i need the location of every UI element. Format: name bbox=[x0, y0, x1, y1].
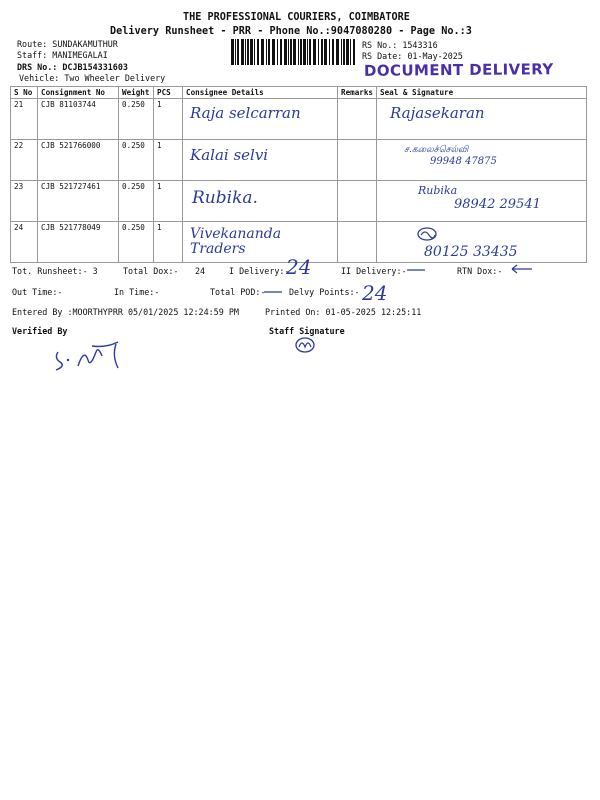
col-seal: Seal & Signature bbox=[377, 87, 587, 99]
arrow-icon bbox=[510, 264, 534, 274]
row-consignee bbox=[183, 99, 338, 140]
col-sno: S No bbox=[11, 87, 38, 99]
arrow-icon bbox=[263, 288, 283, 296]
barcode-bar bbox=[250, 39, 253, 65]
barcode-bar bbox=[298, 39, 299, 65]
row-sno: 24 bbox=[11, 222, 38, 263]
barcode-bar bbox=[288, 39, 289, 65]
barcode-bar bbox=[341, 39, 342, 65]
barcode-bar bbox=[303, 39, 306, 65]
i-delivery-label: I Delivery:- bbox=[229, 266, 290, 276]
row-pcs: 1 bbox=[154, 222, 183, 263]
col-weight: Weight bbox=[119, 87, 154, 99]
row-sno: 22 bbox=[11, 140, 38, 181]
table-header-row bbox=[11, 87, 587, 99]
row-weight: 0.250 bbox=[119, 222, 154, 263]
i-delivery-handwritten: 24 bbox=[286, 255, 312, 279]
barcode-bar bbox=[268, 39, 270, 65]
barcode-bar bbox=[247, 39, 249, 65]
delvy-points-handwritten: 24 bbox=[362, 281, 388, 305]
barcode-bar bbox=[254, 39, 255, 65]
verified-by-label: Verified By bbox=[12, 326, 68, 336]
barcode-bar bbox=[284, 39, 287, 65]
rtn-dox-label: RTN Dox:- bbox=[457, 266, 503, 276]
row-weight: 0.250 bbox=[119, 140, 154, 181]
seal-phone: 99948 47875 bbox=[430, 156, 497, 167]
barcode-bar bbox=[346, 39, 349, 65]
barcode-bar bbox=[237, 39, 239, 65]
consignee-handwriting: Rubika. bbox=[192, 188, 258, 208]
row-consignment: CJB 521778049 bbox=[38, 222, 119, 263]
total-pod-label: Total POD:- bbox=[210, 287, 266, 297]
barcode-bar bbox=[231, 39, 234, 65]
verified-signature bbox=[48, 338, 143, 373]
barcode-bar bbox=[277, 39, 278, 65]
runsheet-table bbox=[10, 86, 587, 263]
barcode-bar bbox=[261, 39, 264, 65]
out-time-label: Out Time:- bbox=[12, 287, 63, 297]
barcode-bar bbox=[353, 39, 355, 65]
row-seal bbox=[377, 140, 587, 181]
seal-phone: 98942 29541 bbox=[454, 197, 541, 212]
consignee-handwriting: Vivekananda Traders bbox=[190, 226, 282, 257]
row-pcs: 1 bbox=[154, 181, 183, 222]
barcode-bar bbox=[266, 39, 267, 65]
row-sno: 21 bbox=[11, 99, 38, 140]
barcode-bar bbox=[245, 39, 246, 65]
barcode-bar bbox=[257, 39, 259, 65]
barcode-bar bbox=[329, 39, 330, 65]
barcode-image bbox=[231, 39, 356, 65]
barcode-bar bbox=[241, 39, 244, 65]
row-consignee bbox=[183, 140, 338, 181]
total-dox-label: Total Dox:- bbox=[123, 266, 179, 276]
drs-label: DRS No.: DCJB154331603 bbox=[17, 62, 128, 72]
row-sno: 23 bbox=[11, 181, 38, 222]
consignee-handwriting: Kalai selvi bbox=[190, 146, 269, 164]
seal-handwriting: Rubika bbox=[418, 184, 458, 197]
row-consignee bbox=[183, 222, 338, 263]
col-pcs: PCS bbox=[154, 87, 183, 99]
rs-number: RS No.: 1543316 bbox=[362, 40, 438, 50]
table-row bbox=[11, 99, 587, 140]
col-consignee: Consignee Details bbox=[183, 87, 338, 99]
seal-phone: 80125 33435 bbox=[424, 244, 518, 260]
delvy-points-label: Delvy Points:- bbox=[289, 287, 360, 297]
barcode-bar bbox=[313, 39, 316, 65]
row-consignment: CJB 81103744 bbox=[38, 99, 119, 140]
vehicle-label: Vehicle: Two Wheeler Delivery bbox=[19, 73, 166, 83]
barcode-bar bbox=[300, 39, 302, 65]
row-remarks bbox=[338, 181, 377, 222]
row-weight: 0.250 bbox=[119, 99, 154, 140]
table-row bbox=[11, 181, 587, 222]
barcode-bar bbox=[318, 39, 319, 65]
seal-handwriting: ச.கலைச்செல்வி bbox=[404, 145, 469, 155]
row-weight: 0.250 bbox=[119, 181, 154, 222]
barcode-bar bbox=[293, 39, 296, 65]
barcode-bar bbox=[280, 39, 282, 65]
row-consignment: CJB 521766000 bbox=[38, 140, 119, 181]
barcode-bar bbox=[332, 39, 334, 65]
row-remarks bbox=[338, 222, 377, 263]
barcode-bar bbox=[235, 39, 236, 65]
printed-on: Printed On: 01-05-2025 12:25:11 bbox=[265, 307, 422, 317]
ii-delivery-label: II Delivery:- bbox=[341, 266, 407, 276]
row-pcs: 1 bbox=[154, 140, 183, 181]
arrow-icon bbox=[406, 266, 426, 274]
row-pcs: 1 bbox=[154, 99, 183, 140]
row-remarks bbox=[338, 140, 377, 181]
col-consignment: Consignment No bbox=[38, 87, 119, 99]
total-dox-value: 24 bbox=[195, 266, 206, 276]
staff-label: Staff: MANIMEGALAI bbox=[17, 50, 108, 60]
row-consignment: CJB 521727461 bbox=[38, 181, 119, 222]
in-time-label: In Time:- bbox=[114, 287, 160, 297]
consignee-handwriting: Raja selcarran bbox=[190, 104, 301, 122]
route-label: Route: SUNDAKAMUTHUR bbox=[17, 39, 118, 49]
staff-signature bbox=[294, 336, 316, 354]
barcode-bar bbox=[336, 39, 339, 65]
barcode-bar bbox=[321, 39, 323, 65]
barcode-bar bbox=[343, 39, 345, 65]
row-seal bbox=[377, 222, 587, 263]
rs-date: RS Date: 01-May-2025 bbox=[362, 51, 463, 61]
barcode-bar bbox=[307, 39, 308, 65]
runsheet-subtitle: Delivery Runsheet - PRR - Phone No.:9047080280 - Page No.:3 bbox=[110, 26, 472, 37]
row-seal bbox=[377, 99, 587, 140]
entered-by: Entered By :MOORTHYPRR 05/01/2025 12:24:59 PM bbox=[12, 307, 239, 317]
table-row bbox=[11, 140, 587, 181]
barcode-bar bbox=[290, 39, 292, 65]
row-consignee bbox=[183, 181, 338, 222]
barcode-bar bbox=[350, 39, 351, 65]
col-remarks: Remarks bbox=[338, 87, 377, 99]
seal-signature-scribble bbox=[416, 226, 583, 244]
seal-handwriting: Rajasekaran bbox=[390, 104, 485, 122]
company-title: THE PROFESSIONAL COURIERS, COIMBATORE bbox=[183, 12, 410, 23]
barcode-bar bbox=[324, 39, 327, 65]
barcode-bar bbox=[309, 39, 311, 65]
row-seal bbox=[377, 181, 587, 222]
tot-runsheet: Tot. Runsheet:- 3 bbox=[12, 266, 98, 276]
row-remarks bbox=[338, 99, 377, 140]
barcode-bar bbox=[272, 39, 275, 65]
document-delivery-stamp: DOCUMENT DELIVERY bbox=[363, 60, 554, 80]
staff-signature-label: Staff Signature bbox=[269, 326, 345, 336]
